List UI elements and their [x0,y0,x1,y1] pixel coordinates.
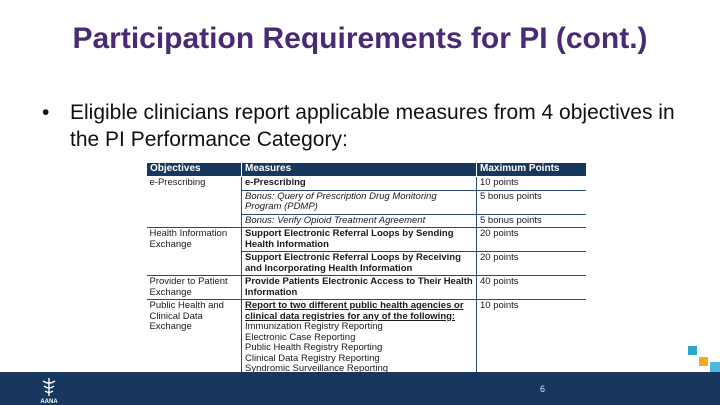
table-row [147,228,587,252]
objective-cell: e-Prescribing [147,177,242,228]
header-measures: Measures [242,163,477,177]
measure-cell: Support Electronic Referral Loops by Receiving and Incorporating Health Information [242,252,477,276]
objective-cell: Public Health and Clinical Data Exchange [147,300,242,373]
header-max-points: Maximum Points [477,163,587,177]
points-cell: 5 bonus points [477,214,587,228]
bullet-dot: • [42,101,50,124]
points-cell: 20 points [477,228,587,252]
measure-main-text: Report to two different public health agencies or clinical data registries for any of the following: [245,300,464,322]
table-row [147,177,587,191]
sub-item: Clinical Data Registry Reporting [245,352,380,364]
measures-table-image [146,162,586,372]
sub-item: Public Health Registry Reporting [245,342,383,353]
points-cell: 5 bonus points [477,190,587,214]
measure-cell: Bonus: Query of Prescription Drug Monitoring Program (PDMP) [242,190,477,214]
points-cell: 40 points [477,276,587,300]
points-cell: 10 points [477,300,587,373]
measures-table [146,162,586,372]
page-number: 6 [540,384,546,394]
bullet-point [42,99,682,153]
aana-logo [34,376,64,404]
measure-cell: Provide Patients Electronic Access to Their Health Information [242,276,477,300]
points-cell: 20 points [477,252,587,276]
table-row [147,300,587,373]
points-cell: 10 points [477,177,587,191]
measure-cell [242,300,477,373]
objective-cell: Provider to Patient Exchange [147,276,242,300]
measure-cell: Support Electronic Referral Loops by Sending Health Information [242,228,477,252]
accent-square-orange [699,357,708,366]
objective-cell: Health Information Exchange [147,228,242,276]
sub-item: Immunization Registry Reporting [245,321,383,332]
accent-square-blue [710,362,720,372]
measure-cell: Bonus: Verify Opioid Treatment Agreement [242,214,477,228]
sub-item: Electronic Case Reporting [245,331,356,343]
table-row [147,276,587,300]
bullet-text: Eligible clinicians report applicable measures from 4 objectives in the PI Performance Category: [70,101,675,151]
table-header-row [147,163,587,177]
slide-title: Participation Requirements for PI (cont.) [72,22,648,55]
accent-square-teal [688,346,697,355]
footer-bar [0,372,720,405]
logo-text: AANA [40,399,58,404]
header-objectives: Objectives [147,163,242,177]
measure-cell: e-Prescribing [242,177,477,191]
sub-item: Syndromic Surveillance Reporting [245,363,389,372]
